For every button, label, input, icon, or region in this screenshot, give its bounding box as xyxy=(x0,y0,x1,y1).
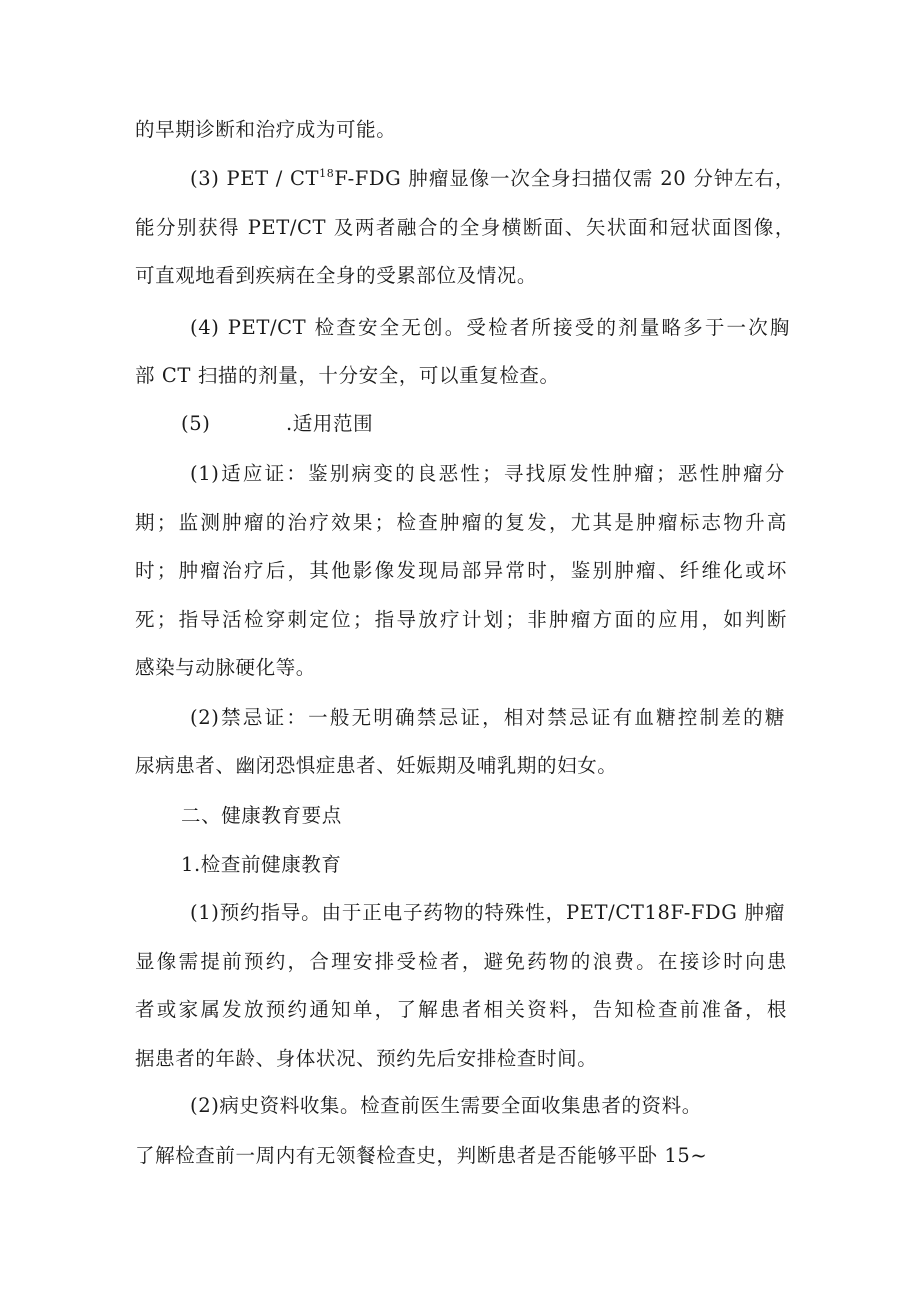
text-line: 显像需提前预约，合理安排受检者，避免药物的浪费。在接诊时向患 xyxy=(135,950,787,973)
text-line: 者或家属发放预约通知单，了解患者相关资料，告知检查前准备，根 xyxy=(135,998,787,1021)
text-line: (1)适应证：鉴别病变的良恶性；寻找原发性肿瘤；恶性肿瘤分 xyxy=(190,462,785,485)
text-line: 可直观地看到疾病在全身的受累部位及情况。 xyxy=(135,264,538,287)
subsection-heading: 1.检查前健康教育 xyxy=(181,853,342,876)
superscript-isotope: 18 xyxy=(319,167,335,180)
text-fragment: (3) PET / CT xyxy=(190,167,320,190)
section-heading: .适用范围 xyxy=(286,412,374,435)
text-line: 感染与动脉硬化等。 xyxy=(135,656,316,679)
text-line: 部 CT 扫描的剂量，十分安全，可以重复检查。 xyxy=(135,364,560,387)
text-line: 尿病患者、幽闭恐惧症患者、妊娠期及哺乳期的妇女。 xyxy=(135,754,618,777)
text-line: 据患者的年龄、身体状况、预约先后安排检查时间。 xyxy=(135,1047,598,1070)
text-line: (2)病史资料收集。检查前医生需要全面收集患者的资料。 xyxy=(190,1094,702,1117)
text-line: (4) PET/CT 检查安全无创。受检者所接受的剂量略多于一次胸 xyxy=(190,316,790,339)
list-number: (5) xyxy=(181,412,211,435)
text-line: 时；肿瘤治疗后，其他影像发现局部异常时，鉴别肿瘤、纤维化或坏 xyxy=(135,559,787,582)
text-line: (1)预约指导。由于正电子药物的特殊性，PET/CT18F-FDG 肿瘤 xyxy=(190,901,785,924)
section-heading: 二、健康教育要点 xyxy=(181,804,342,827)
text-line xyxy=(190,165,795,193)
text-line: 期；监测肿瘤的治疗效果；检查肿瘤的复发，尤其是肿瘤标志物升高 xyxy=(135,511,787,534)
text-fragment: F-FDG 肿瘤显像一次全身扫描仅需 20 分钟左右， xyxy=(334,167,795,190)
text-line: 能分别获得 PET/CT 及两者融合的全身横断面、矢状面和冠状面图像， xyxy=(135,216,795,239)
text-line: 了解检查前一周内有无领餐检查史，判断患者是否能够平卧 15~ xyxy=(135,1144,708,1167)
text-line: (2)禁忌证：一般无明确禁忌证，相对禁忌证有血糖控制差的糖 xyxy=(190,706,785,729)
text-line: 的早期诊断和治疗成为可能。 xyxy=(135,118,397,141)
text-line: 死；指导活检穿刺定位；指导放疗计划；非肿瘤方面的应用，如判断 xyxy=(135,608,787,631)
